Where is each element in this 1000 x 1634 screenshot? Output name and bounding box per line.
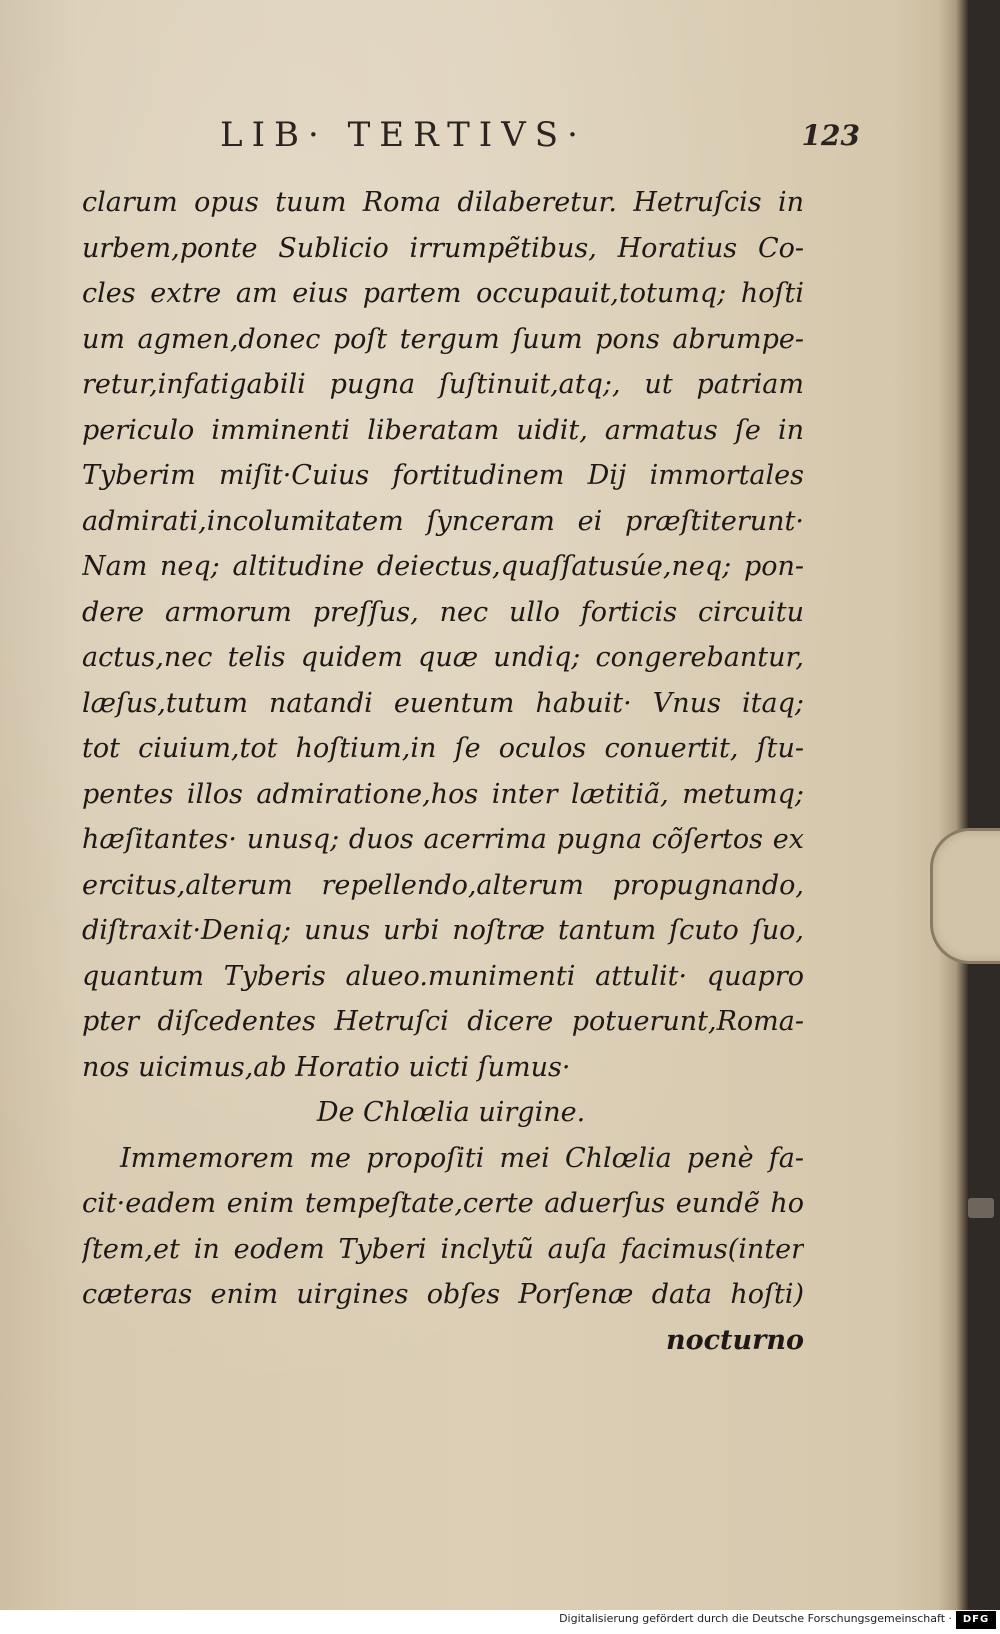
main-text (82, 180, 804, 1363)
text-line: læſus,tutum natandi euentum habuit· Vnus itaq; (82, 687, 804, 719)
text-line: quantum Tyberis alueo.munimenti attulit· quapro (82, 960, 804, 992)
text-line: ſtem,et in eodem Tyberi inclytũ auſa facimus(inter (82, 1233, 804, 1265)
text-line: cæteras enim uirgines obſes Porſenæ data hoſti) (82, 1279, 804, 1310)
scan-background-edge (968, 0, 1000, 1610)
page-edge-shadow (938, 0, 968, 1610)
dfg-logo-icon: DFG (956, 1611, 996, 1629)
text-line: clarum opus tuum Roma dilaberetur. Hetruſcis in (82, 187, 804, 218)
section-heading: De Chlœlia uirgine. (316, 1097, 586, 1128)
text-line: nos uicimus,ab Horatio uicti ſumus· (82, 1051, 571, 1083)
text-line: tot ciuium,tot hoſtium,in ſe oculos conuertit, ſtu- (82, 733, 804, 764)
digitization-credit: Digitalisierung gefördert durch die Deutsche Forschungsgemeinschaft · (559, 1612, 952, 1625)
running-head: LIB· TERTIVS· (220, 115, 587, 155)
text-line: cit·eadem enim tempeſtate,certe aduerſus eundẽ ho (82, 1188, 804, 1219)
text-line: actus,nec telis quidem quæ undiq; congerebantur, (82, 642, 804, 673)
text-line: retur,infatigabili pugna ſuſtinuit,atq;, ut patriam (82, 369, 804, 400)
text-line: admirati,incolumitatem ſynceram ei præſtiterunt· (82, 505, 804, 537)
text-line: Nam neq; altitudine deiectus,quaſſatusúe,neq; pon- (82, 551, 804, 582)
ink-smudge (968, 1198, 994, 1218)
page-header (220, 115, 860, 165)
text-line: pentes illos admiratione,hos inter lætitiã, metumq; (82, 778, 804, 810)
text-line: cles extre am eius partem occupauit,totumq; hoſti (82, 278, 804, 309)
text-line: hæſitantes· unusq; duos acerrima pugna cõſertos ex (82, 824, 804, 855)
text-line: pter diſcedentes Hetruſci dicere potuerunt,Roma- (82, 1006, 804, 1037)
text-line: urbem,ponte Sublicio irrumpẽtibus, Horatius Co- (82, 232, 804, 264)
text-line: Tyberim miſit·Cuius fortitudinem Dij immortales (82, 460, 804, 491)
text-line: periculo imminenti liberatam uidit, armatus ſe in (82, 414, 804, 446)
text-line: ercitus,alterum repellendo,alterum propugnando, (82, 869, 804, 901)
text-line: Immemorem me propoſiti mei Chlœlia penè fa- (120, 1142, 804, 1174)
page-clip (930, 828, 1000, 964)
catchword: nocturno (665, 1324, 804, 1356)
text-line: um agmen,donec poſt tergum ſuum pons abrumpe- (82, 323, 804, 355)
text-line: diſtraxit·Deniq; unus urbi noſtræ tantum ſcuto ſuo, (82, 915, 804, 946)
text-line: dere armorum preſſus, nec ullo forticis circuitu (82, 596, 804, 628)
page-number: 123 (801, 119, 860, 152)
